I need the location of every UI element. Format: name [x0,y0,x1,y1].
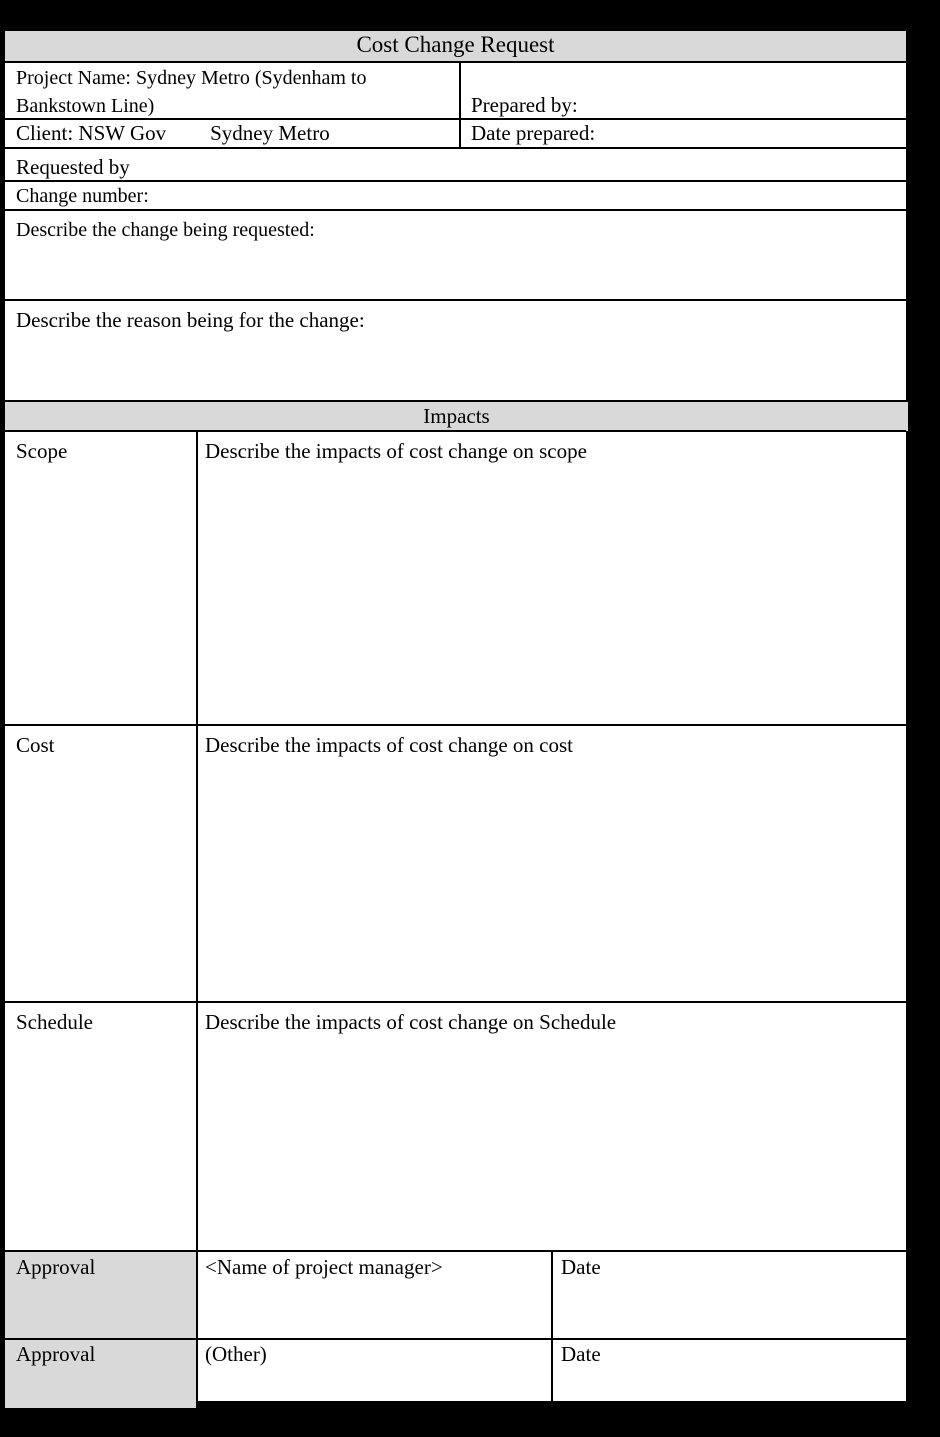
approval-name-1[interactable]: <Name of project manager> [205,1255,443,1279]
prepared-by-field[interactable]: Prepared by: [471,93,578,117]
impacts-header: Impacts [5,402,908,431]
requested-by-field[interactable]: Requested by [16,155,130,179]
client-field[interactable] [5,119,455,148]
cost-change-request-form [5,31,906,1401]
scope-label: Scope [16,439,68,463]
describe-change-field[interactable]: Describe the change being requested: [16,219,315,241]
change-number-field[interactable]: Change number: [16,185,149,207]
form-title: Cost Change Request [5,31,906,61]
client-org: Sydney Metro [210,121,330,145]
approval-name-2[interactable]: (Other) [205,1342,267,1366]
approval-date-1[interactable]: Date [561,1255,601,1279]
scope-description[interactable]: Describe the impacts of cost change on scope [205,439,587,463]
client-label: Client: NSW Gov [16,121,167,145]
approval-label-1: Approval [16,1255,96,1279]
cost-description[interactable]: Describe the impacts of cost change on cost [205,733,573,757]
project-name-field[interactable]: Project Name: Sydney Metro (Sydenham to Bankstown Line) [16,67,367,117]
approval-date-2[interactable]: Date [561,1342,601,1366]
date-prepared-field[interactable]: Date prepared: [471,121,596,145]
schedule-label: Schedule [16,1010,93,1034]
cost-label: Cost [16,733,55,757]
describe-reason-field[interactable]: Describe the reason being for the change: [16,308,365,332]
approval-label-2: Approval [16,1342,96,1366]
schedule-description[interactable]: Describe the impacts of cost change on Schedule [205,1010,617,1034]
